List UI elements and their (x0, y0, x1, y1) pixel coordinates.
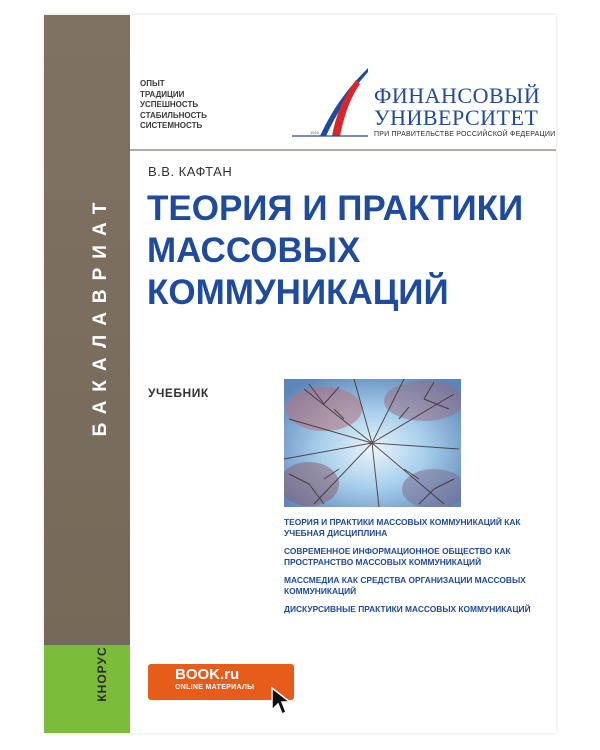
book-ru-label: BOOK.ru (175, 666, 240, 683)
cover-spine (44, 15, 130, 733)
university-name-line2: УНИВЕРСИТЕТ (374, 105, 539, 130)
spine-brown-band (44, 15, 130, 645)
book-title (147, 188, 523, 314)
series-label: БАКАЛАВРИАТ (90, 193, 111, 437)
topic-item: МАССМЕДИА КАК СРЕДСТВА ОРГАНИЗАЦИИ МАССОВЫХ КОММУНИКАЦИЙ (284, 575, 526, 596)
university-subtitle: ПРИ ПРАВИТЕЛЬСТВЕ РОССИЙСКОЙ ФЕДЕРАЦИИ (374, 131, 556, 138)
book-kind: УЧЕБНИК (148, 386, 209, 400)
book-title-line: КОММУНИКАЦИЙ (147, 273, 449, 312)
sky-trees-image (284, 379, 461, 507)
value-item: ТРАДИЦИИ (140, 89, 185, 99)
value-item: УСПЕШНОСТЬ (140, 100, 199, 109)
publisher-label: КНОРУС (95, 646, 109, 702)
topic-item: ДИСКУРСИВНЫЕ ПРАКТИКИ МАССОВЫХ КОММУНИКАЦИЙ (284, 604, 531, 614)
university-logo-icon (290, 66, 370, 138)
topic-item: ТЕОРИЯ И ПРАКТИКИ МАССОВЫХ КОММУНИКАЦИЙ КАК УЧЕБНАЯ ДИСЦИПЛИНА (284, 517, 521, 538)
online-materials-label: ONLINE МАТЕРИАЛЫ (175, 684, 255, 691)
topics-list (284, 517, 544, 622)
book-title-line: ТЕОРИЯ И ПРАКТИКИ (147, 189, 524, 228)
author-name: В.В. КАФТАН (148, 164, 233, 179)
university-name (374, 85, 540, 129)
values-list (140, 79, 207, 132)
topic-item: СОВРЕМЕННОЕ ИНФОРМАЦИОННОЕ ОБЩЕСТВО КАК ПРОСТРАНСТВО МАССОВЫХ КОММУНИКАЦИЙ (284, 546, 511, 567)
university-name-line1: ФИНАНСОВЫЙ (374, 83, 541, 108)
cover-photo (284, 379, 461, 507)
cursor-arrow-icon (270, 686, 294, 716)
spine-green-band (44, 645, 130, 733)
value-item: ОПЫТ (140, 79, 165, 88)
book-title-line: МАССОВЫХ (147, 231, 361, 270)
value-item: СТАБИЛЬНОСТЬ (140, 110, 207, 120)
header-divider (130, 149, 556, 151)
value-item: СИСТЕМНОСТЬ (140, 121, 203, 130)
svg-text:1919: 1919 (310, 130, 319, 135)
